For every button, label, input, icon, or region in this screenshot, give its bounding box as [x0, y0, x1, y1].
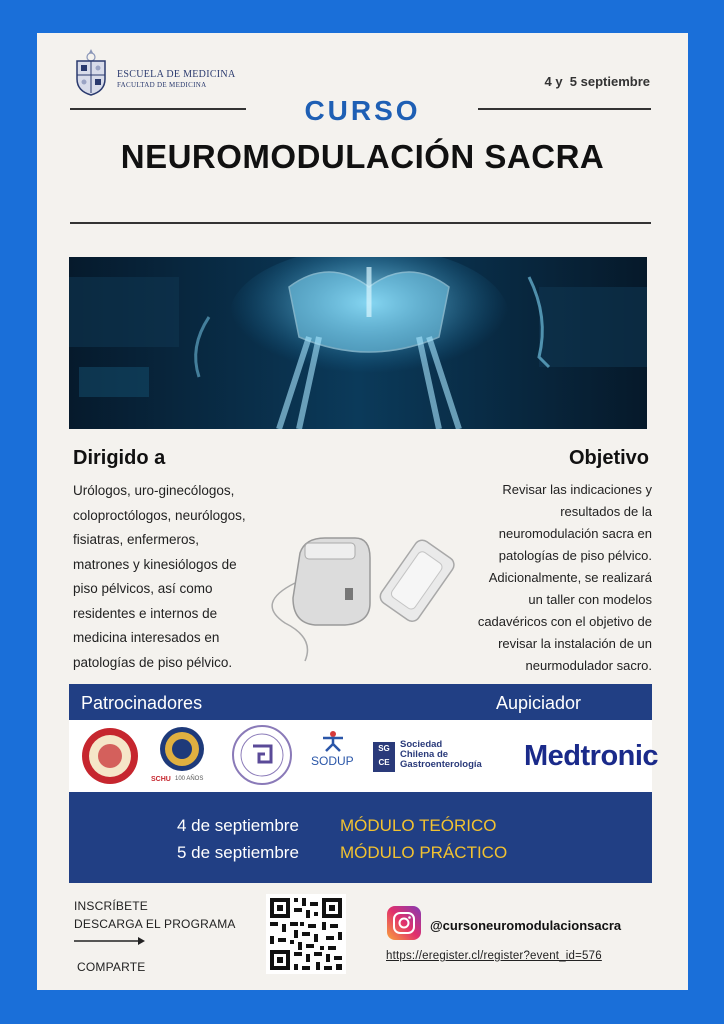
dirigido-line: medicina interesados en	[73, 630, 220, 645]
descarga-programa-cta[interactable]: DESCARGA EL PROGRAMA	[74, 917, 236, 931]
society-seal-logo-icon	[79, 726, 141, 786]
objetivo-line: patologías de piso pélvico.	[498, 548, 652, 563]
patrocinadores-label: Patrocinadores	[81, 693, 203, 713]
objetivo-heading: Objetivo	[568, 447, 649, 469]
poster	[37, 33, 688, 990]
faculty-name: FACULTAD DE MEDICINA	[117, 81, 207, 89]
objetivo-line: revisar la instalación de un	[498, 636, 652, 651]
dirigido-line: patologías de piso pélvico.	[73, 654, 233, 670]
instagram-handle-link[interactable]: @cursoneuromodulacionsacra	[430, 918, 622, 933]
medtronic-logo: Medtronic	[524, 740, 659, 772]
gastro-name-line: Sociedad	[400, 739, 443, 750]
coloproctology-society-logo-icon	[231, 724, 293, 786]
comparte-cta[interactable]: COMPARTE	[77, 960, 146, 974]
schu-logo	[149, 726, 215, 788]
sodup-figure-icon	[321, 730, 345, 752]
gastro-initials: SG CE	[373, 742, 395, 772]
module-name: MÓDULO TEÓRICO	[340, 816, 497, 835]
course-label: CURSO	[304, 95, 421, 126]
inscribete-cta[interactable]: INSCRÍBETE	[74, 899, 149, 913]
divider	[70, 222, 651, 224]
objetivo-line: neuromodulación sacra en	[498, 526, 652, 541]
dirigido-line: coloproctólogos, neurólogos,	[73, 507, 246, 523]
university-crest-icon	[73, 47, 109, 97]
instagram-icon[interactable]	[387, 906, 421, 940]
objetivo-line: Revisar las indicaciones y	[502, 482, 652, 497]
event-dates: 4 y 5 septiembre	[544, 74, 650, 89]
gastro-society-logo	[373, 740, 513, 776]
sodup-label: SODUP	[311, 754, 354, 768]
course-title: NEUROMODULACIÓN SACRA	[120, 138, 605, 175]
arrow-right-icon	[74, 936, 146, 946]
dirigido-line: residentes e internos de	[73, 605, 218, 621]
modules-box	[69, 792, 652, 883]
module-date: 4 de septiembre	[177, 816, 299, 835]
objetivo-line: Adicionalmente, se realizará	[488, 570, 652, 585]
gastro-name-line: Chilena de	[400, 749, 449, 760]
instagram-glyph-icon	[392, 911, 416, 935]
objetivo-text	[452, 479, 652, 677]
objetivo-line: resultados de la	[560, 504, 652, 519]
schu-years: 100 AÑOS	[175, 776, 204, 782]
school-name: ESCUELA DE MEDICINA	[117, 69, 236, 80]
module-name: MÓDULO PRÁCTICO	[340, 843, 508, 862]
gastro-name	[400, 740, 482, 770]
gastro-name-line: Gastroenterología	[400, 759, 482, 770]
schu-emblem-icon	[159, 726, 205, 772]
objetivo-line: neurmodulador sacro.	[525, 658, 652, 673]
dirigido-line: piso pélvicos, así como	[73, 581, 213, 596]
registration-url-link[interactable]: https://eregister.cl/register?event_id=576	[386, 950, 602, 962]
module-date: 5 de septiembre	[177, 843, 299, 862]
dirigido-line: fisiatras, enfermeros,	[73, 532, 200, 547]
neuromodulator-device-image	[245, 513, 470, 663]
dirigido-heading: Dirigido a	[73, 447, 166, 469]
registration-qr-code-icon[interactable]	[266, 894, 346, 974]
sponsor-logos-strip	[69, 720, 659, 792]
objetivo-line: un taller con modelos	[528, 592, 652, 607]
hero-pelvis-xray-image	[69, 257, 647, 429]
objetivo-line: cadavéricos con el objetivo de	[477, 614, 652, 629]
dirigido-line: matrones y kinesiólogos de	[73, 556, 237, 572]
schu-label: SCHU	[151, 776, 171, 783]
sodup-logo	[305, 730, 363, 784]
dirigido-line: Urólogos, uro-ginecólogos,	[73, 483, 235, 498]
auspiciador-label: Aupiciador	[496, 693, 582, 713]
